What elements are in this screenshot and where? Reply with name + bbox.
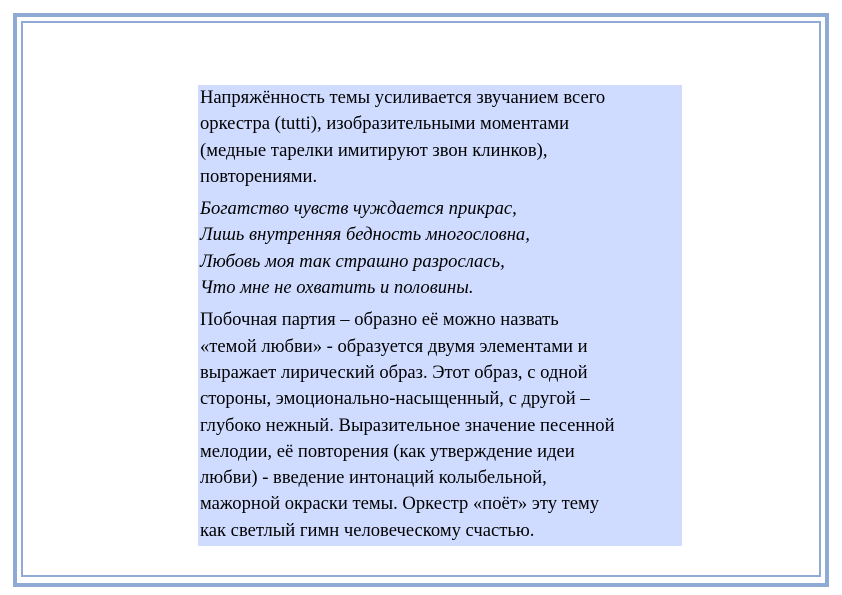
text-line: любви) - введение интонаций колыбельной, (200, 467, 547, 489)
poem-line: Лишь внутренняя бедность многословна, (200, 224, 530, 246)
text-line: Побочная партия – образно её можно назвать (200, 309, 559, 331)
text-line: (медные тарелки имитируют звон клинков), (200, 139, 548, 161)
text-line: стороны, эмоционально-насыщенный, с другой – (200, 388, 590, 410)
paragraph-secondary-theme (198, 307, 682, 544)
text-line: повторениями. (200, 165, 318, 187)
poem-line: Любовь моя так страшно разрослась, (200, 250, 505, 272)
text-line: глубоко нежный. Выразительное значение песенной (200, 414, 615, 436)
text-line: «темой любви» - образуется двумя элементами и (200, 335, 588, 357)
text-line: мелодии, её повторения (как утверждение идеи (200, 440, 575, 462)
paragraph-poem-quote (198, 196, 682, 301)
paragraph-theme-intensity (198, 85, 682, 190)
text-line: как светлый гимн человеческому счастью. (200, 519, 535, 541)
text-line: оркестра (tutti), изобразительными моментами (200, 113, 570, 135)
text-block (198, 85, 682, 546)
text-line: мажорной окраски темы. Оркестр «поёт» эту тему (200, 493, 600, 515)
poem-line: Что мне не охватить и половины. (200, 277, 474, 299)
text-line: Напряжённость темы усиливается звучанием всего (200, 87, 606, 108)
text-line: выражает лирический образ. Этот образ, с одной (200, 361, 588, 383)
poem-line: Богатство чувств чуждается прикрас, (200, 198, 517, 220)
